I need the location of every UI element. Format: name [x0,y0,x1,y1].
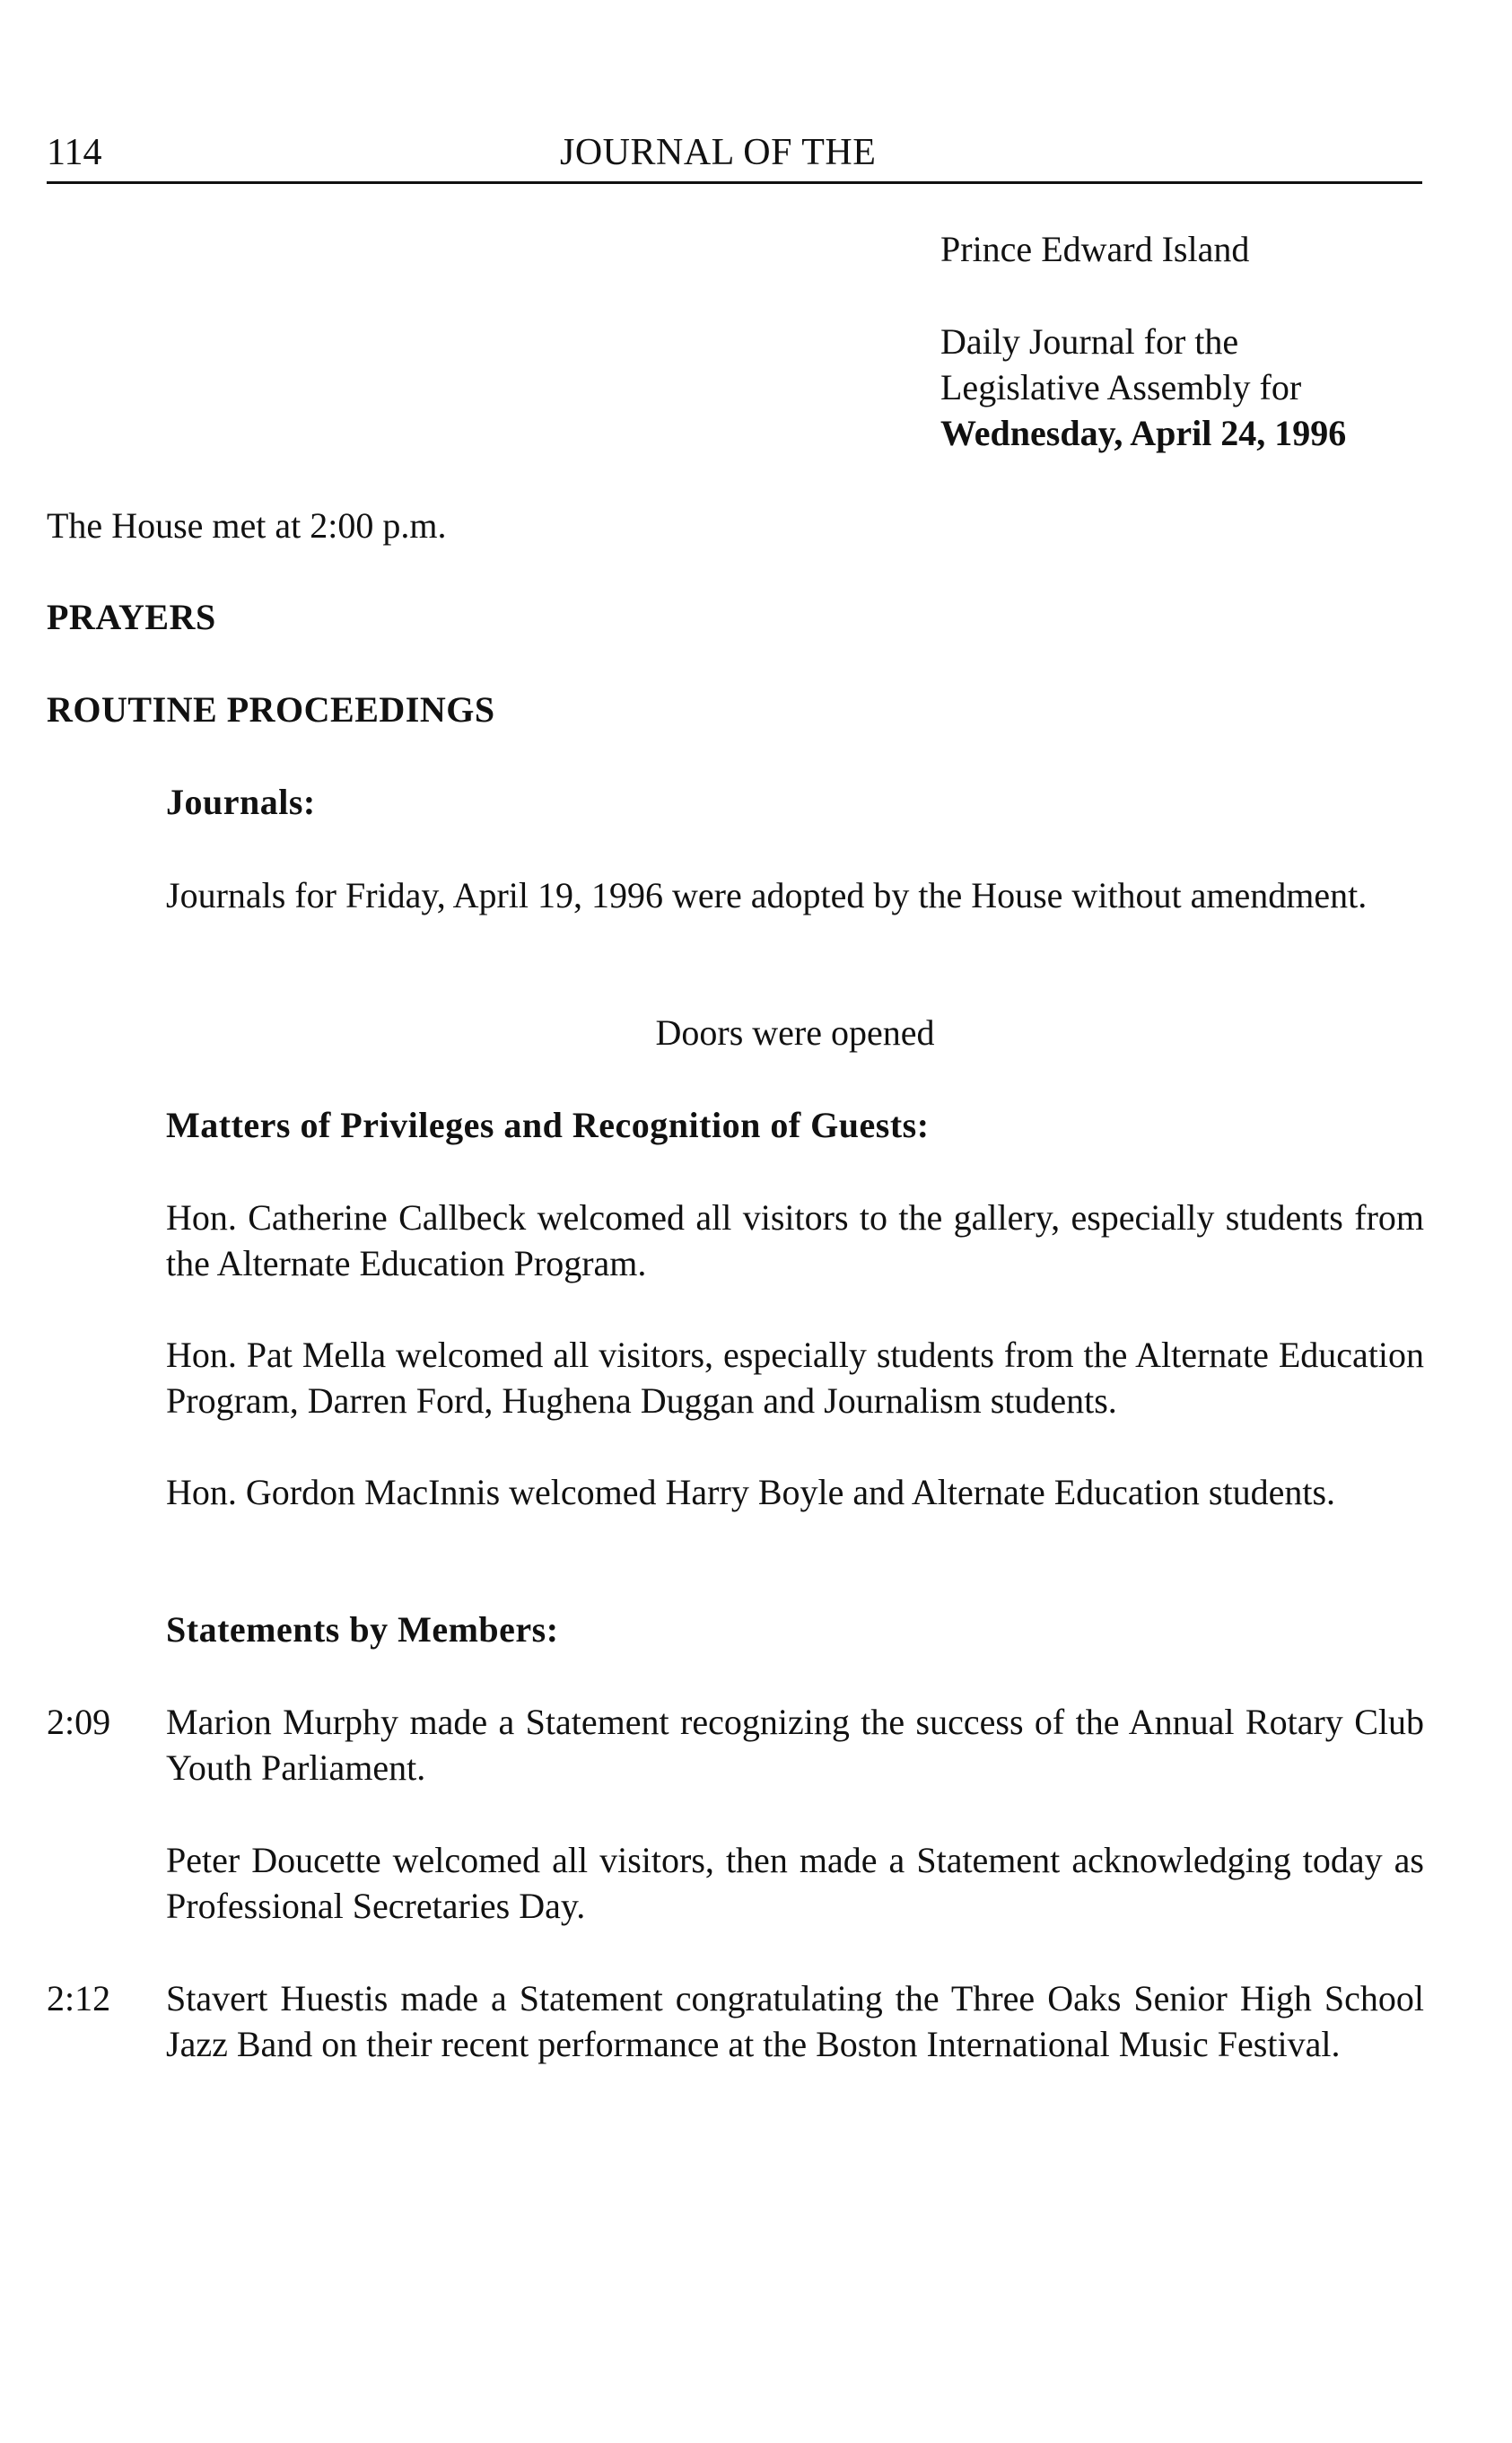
statement-time: 2:12 [47,1978,111,2018]
page-header [47,126,1422,184]
routine-proceedings-heading: ROUTINE PROCEEDINGS [47,689,495,730]
privileges-item: Hon. Pat Mella welcomed all visitors, especially students from the Alternate Education Program, Darren Ford, Hughena Duggan and Journalism students. [166,1335,1424,1421]
running-title: JOURNAL OF THE [560,132,877,173]
journals-heading: Journals: [166,782,316,822]
journal-title-line2: Legislative Assembly for [940,367,1302,407]
statements-heading: Statements by Members: [166,1609,559,1650]
journal-title-line1: Daily Journal for the [940,321,1239,362]
statement-item: Peter Doucette welcomed all visitors, then made a Statement acknowledging today as Professional Secretaries Day. [166,1840,1424,1926]
statement-item: Marion Murphy made a Statement recognizing the success of the Annual Rotary Club Youth Parliament. [166,1702,1424,1788]
province-name: Prince Edward Island [940,229,1250,269]
privileges-heading: Matters of Privileges and Recognition of Guests: [166,1105,930,1145]
statement-time: 2:09 [47,1702,111,1742]
house-met-text: The House met at 2:00 p.m. [47,505,447,546]
statement-item: Stavert Huestis made a Statement congratulating the Three Oaks Senior High School Jazz Band on their recent performance at the Boston International Music Festival. [166,1978,1424,2064]
privileges-item: Hon. Catherine Callbeck welcomed all visitors to the gallery, especially students from the Alternate Education Program. [166,1197,1424,1283]
sitting-date: Wednesday, April 24, 1996 [940,413,1347,453]
page-number: 114 [47,132,102,173]
prayers-heading: PRAYERS [47,597,216,637]
privileges-item: Hon. Gordon MacInnis welcomed Harry Boyle and Alternate Education students. [166,1472,1336,1512]
doors-opened-text: Doors were opened [655,1012,935,1053]
journals-text: Journals for Friday, April 19, 1996 were adopted by the House without amendment. [166,875,1368,915]
